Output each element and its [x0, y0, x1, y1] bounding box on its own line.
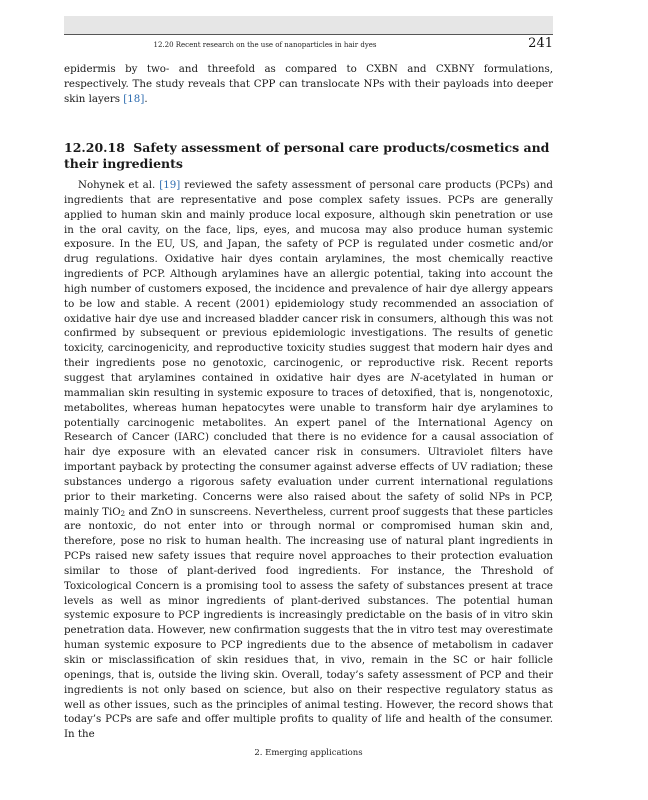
section-title: Safety assessment of personal care products/cosmetics and their ingredients — [64, 140, 550, 171]
body-paragraph — [64, 178, 553, 742]
tio2-subscript: 2 — [120, 509, 126, 518]
running-head: 12.20 Recent research on the use of nanoparticles in hair dyes — [153, 41, 377, 49]
citation-link-19[interactable]: [19] — [159, 179, 181, 191]
n-acetylated-italic: N — [410, 371, 420, 384]
body-text-1: reviewed the safety assessment of personal care products (PCPs) and ingredients that are representative and pose complex safety issues. PCPs are generally applied to human skin and mainly produce local exposure, although skin penetration or use in the oral cavity, on the face, lips, eyes, and mucosa may also produce human systemic exposure. In the EU, US, and Japan, the safety of PCP is regulated under cosmetic and/or drug regulations. Oxidative hair dyes contain arylamines, the most chemically reactive ingredients of PCP. Although arylamines have an allergic potential, taking into account the high number of customers exposed, the incidence and prevalence of hair dye allergy appears to be low and stable. A recent (2001) epidemiology study recommended an association of oxidative hair dye use and increased bladder cancer risk in consumers, although this was not confirmed by subsequent or previous epidemiologic investigations. The results of genetic toxicity, carcinogenicity, and reproductive toxicity studies suggest that modern hair dyes and their ingredients pose no genotoxic, carcinogenic, or reproductive risk. Recent reports suggest that arylamines contained in oxidative hair dyes are — [64, 179, 553, 384]
citation-link-18[interactable]: [18] — [123, 92, 145, 105]
intro-end: . — [144, 92, 148, 105]
section-number: 12.20.18 — [64, 140, 125, 155]
header-bar — [64, 16, 553, 34]
body-text-3: and ZnO in sunscreens. Nevertheless, current proof suggests that these particles are nontoxic, do not enter into or through normal or compromised human skin and, therefore, pose no risk to human health. The increasing use of natural plant ingredients in PCPs raised new safety issues that require novel approaches to their protection evaluation similar to those of plant-derived food ingredients. For instance, the Threshold of Toxicological Concern is a promising tool to assess the safety of substances present at trace levels as well as minor ingredients of plant-derived substances. The potential human systemic exposure to PCP ingredients is increasingly predictable on the basis of in vitro skin penetration data. However, new confirmation suggests that the in vitro test may overestimate human systemic exposure to PCP ingredients due to the absence of metabolism in cadaver skin or misclassification of skin residues that, in vivo, remain in the SC or hair follicle openings, that is, outside the living skin. Overall, today’s safety assessment of PCP and their ingredients is not only based on science, but also on their respective regulatory status as well as other issues, such as the principles of animal testing. However, the record shows that today’s PCPs are safe and offer multiple profits to quality of life and health of the consumer. In the — [64, 505, 553, 741]
page-number: 241 — [528, 36, 553, 51]
section-heading — [64, 140, 553, 172]
body-text-2: -acetylated in human or mammalian skin resulting in systemic exposure to traces of detoxified, that is, nongenotoxic, metabolites, whereas human hepatocytes were unable to transform hair dye arylamines to potentially carcinogenic metabolites. An expert panel of the International Agency on Research of Cancer (IARC) concluded that there is no evidence for a causal association of hair dye exposure with an elevated cancer risk in consumers. Ultraviolet filters have important payback by protecting the consumer against adverse effects of UV radiation; these substances undergo a rigorous safety evaluation under current international regulations prior to their marketing. Concerns were also raised about the safety of solid NPs in PCP, mainly TiO — [64, 371, 553, 518]
intro-text: epidermis by two- and threefold as compared to CXBN and CXBNY formulations, respectively. The study reveals that CPP can translocate NPs with their payloads into deeper skin layers — [64, 63, 553, 105]
intro-paragraph — [64, 62, 553, 107]
footer-section-title: 2. Emerging applications — [254, 748, 363, 758]
header-rule — [64, 34, 553, 35]
body-lead: Nohynek et al. — [78, 179, 156, 191]
